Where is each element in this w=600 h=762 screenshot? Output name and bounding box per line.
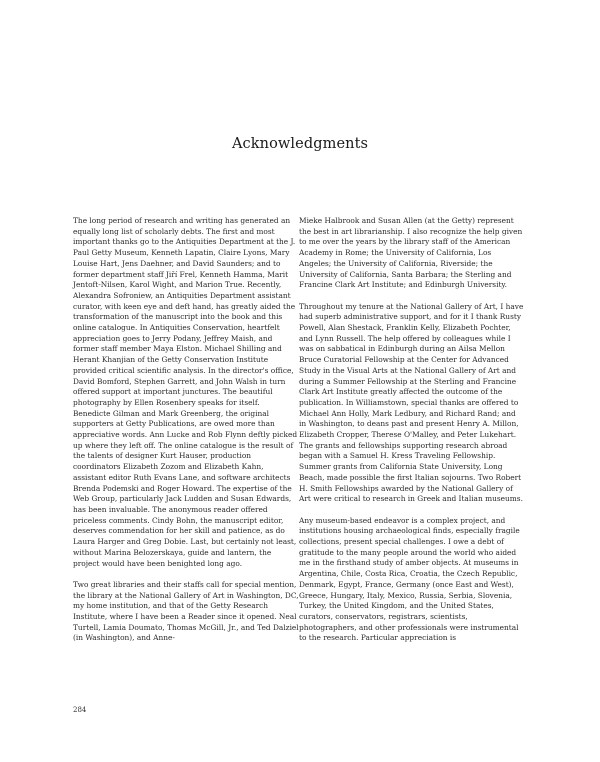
paragraph: Throughout my tenure at the National Gallery of Art, I have had superb administrative support, and for it I thank Rusty Powell, Alan Shestack, Franklin Kelly, Elizabeth Pochter, and Lynn Russell. The help offered by colleagues while I was on sabbatical in Edinburgh during an Ailsa Mellon Bruce Curatorial Fellowship at the Center for Advanced Study in the Visual Arts at the National Gallery of Art and during a Summer Fellowship at the Sterling and Francine Clark Art Institute greatly affected the outcome of the publication. In Williamstown, special thanks are offered to Michael Ann Holly, Mark Ledbury, and Richard Rand; and in Washington, to deans past and present Henry A. Millon, Elizabeth Cropper, Therese O'Malley, and Peter Lukehart. The grants and fellowships supporting research abroad began with a Samuel H. Kress Traveling Fellowship. Summer grants from California State University, Long Beach, made possible the first Italian sojourns. Two Robert H. Smith Fellowships awarded by the National Gallery of Art were critical to research in Greek and Italian museums. [299,301,524,504]
paragraph: Any museum-based endeavor is a complex project, and institutions housing archaeological finds, especially fragile collections, present special challenges. I owe a debt of gratitude to the many people around the world who aided me in the firsthand study of amber objects. At museums in Argentina, Chile, Costa Rica, Croatia, the Czech Republic, Denmark, Egypt, France, Germany (once East and West), Greece, Hungary, Italy, Mexico, Russia, Serbia, Slovenia, Turkey, the United Kingdom, and the United States, curators, conservators, registrars, scientists, photographers, and other professionals were instrumental to the research. Particular appreciation is [299,515,520,643]
page-title: Acknowledgments [231,136,369,152]
left-column [73,216,299,655]
paragraph: Two great libraries and their staffs call for special mention, the library at the National Gallery of Art in Washington, DC, my home institution, and that of the Getty Research Institute, where I have been a Reader since it opened. Neal Turtell, Lamia Doumato, Thomas McGill, Jr., and Ted Dalziel (in Washington), and Anne- [73,579,299,643]
page-number: 284 [73,706,87,714]
paragraph: The long period of research and writing has generated an equally long list of scholarly debts. The first and most important thanks go to the Antiquities Department at the J. Paul Getty Museum, Kenneth Lapatin, Claire Lyons, Mary Louise Hart, Jens Daehner, and David Saunders; and to former department staff Jiří Frel, Kenneth Hamma, Marit Jentoft-Nilsen, Karol Wight, and Marion True. Recently, Alexandra Sofroniew, an Antiquities Department assistant curator, with keen eye and deft hand, has greatly aided the transformation of the manuscript into the book and this online catalogue. In Antiquities Conservation, heartfelt appreciation goes to Jerry Podany, Jeffrey Maish, and former staff member Maya Elston. Michael Shilling and Herant Khanjian of the Getty Conservation Institute provided critical scientific analysis. In the director's office, David Bomford, Stephen Garrett, and John Walsh in turn offered support at important junctures. The beautiful photography by Ellen Rosenbery speaks for itself. Benedicte Gilman and Mark Greenberg, the original supporters at Getty Publications, are owed more than appreciative words. Ann Lucke and Rob Flynn deftly picked up where they left off. The online catalogue is the result of the talents of designer Kurt Hauser, production coordinators Elizabeth Zozom and Elizabeth Kahn, assistant editor Ruth Evans Lane, and software architects Brenda Podemski and Roger Howard. The expertise of the Web Group, particularly Jack Ludden and Susan Edwards, has been invaluable. The anonymous reader offered priceless comments. Cindy Bohn, the manuscript editor, deserves commendation for her skill and patience, as do Laura Harger and Greg Dobie. Last, but certainly not least, without Marina Belozerskaya, guide and lantern, the project would have been benighted long ago. [73,216,298,568]
right-column [299,216,525,655]
paragraph: Mieke Halbrook and Susan Allen (at the Getty) represent the best in art librarianship. I also recognize the help given to me over the years by the library staff of the American Academy in Rome; the University of California, Los Angeles; the University of California, Riverside; the University of California, Santa Barbara; the Sterling and Francine Clark Art Institute; and Edinburgh University. [299,216,523,290]
